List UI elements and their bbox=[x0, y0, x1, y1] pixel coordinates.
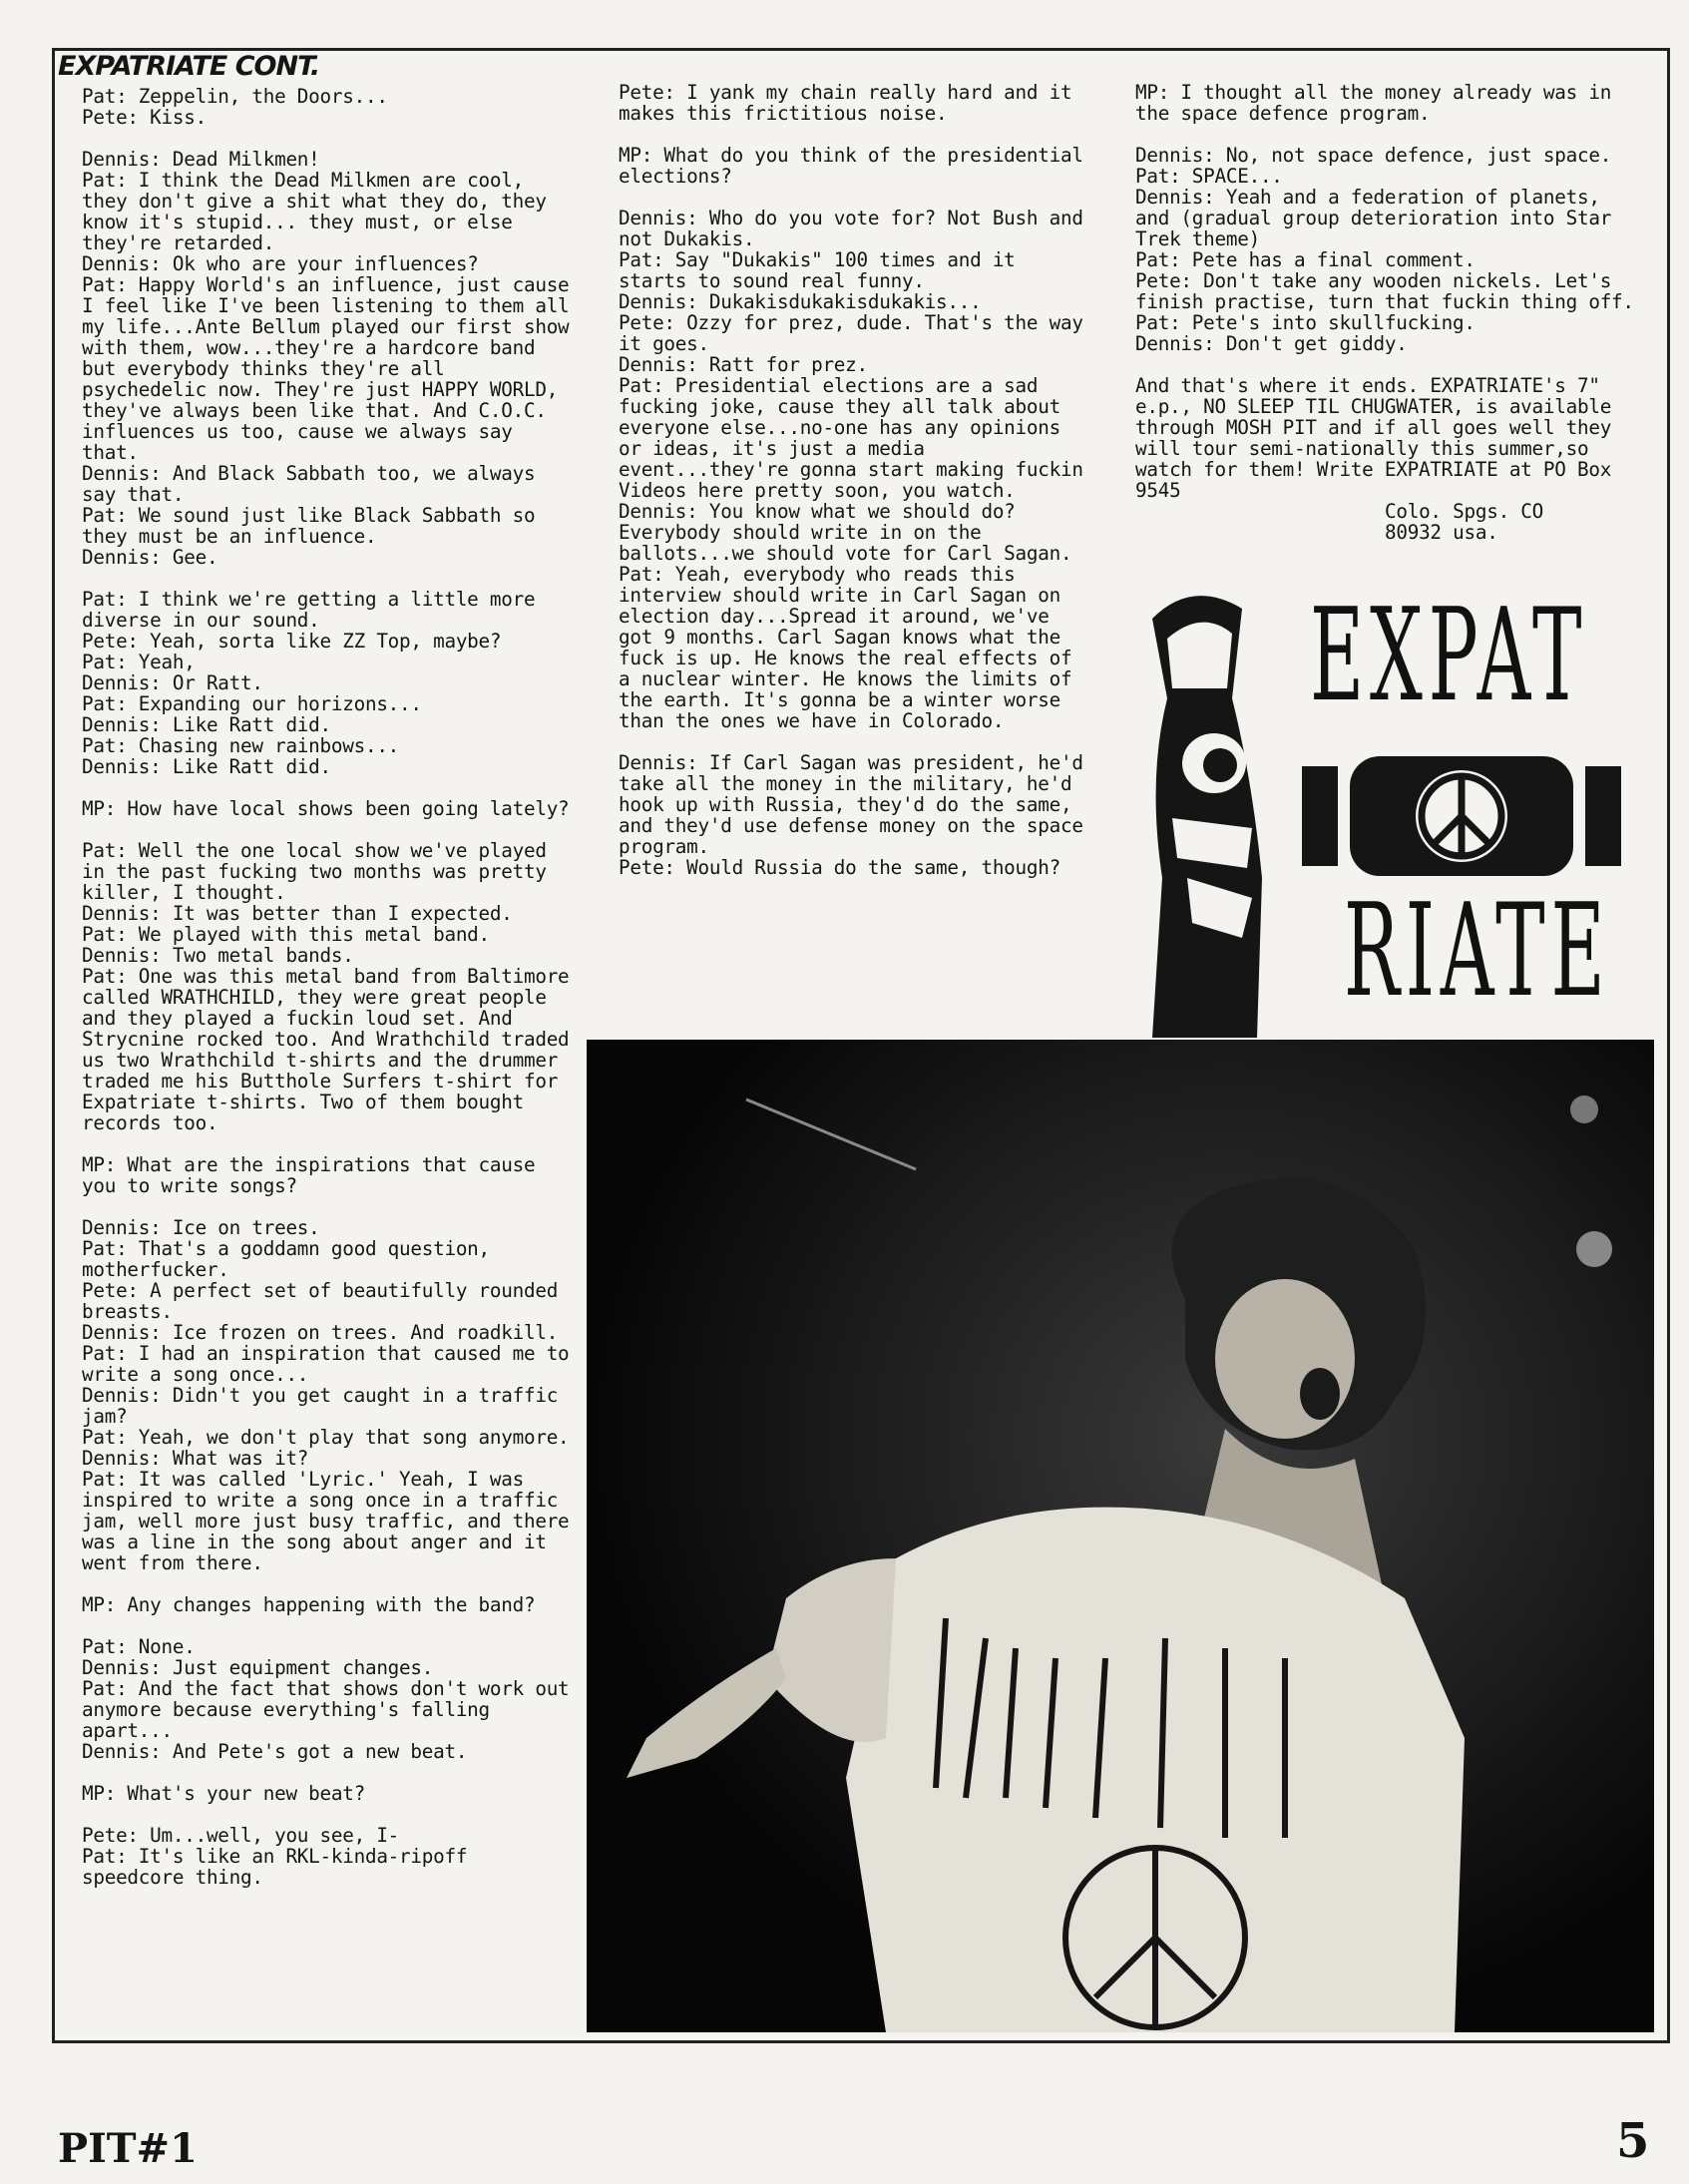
interview-line: Pat: It's like an RKL-kinda-ripoff speedcore thing. bbox=[82, 1845, 468, 1889]
interview-line: MP: What are the inspirations that cause you to write songs? bbox=[82, 1153, 536, 1197]
interview-line: Pat: Chasing new rainbows... bbox=[82, 734, 400, 757]
interview-line: Dennis: No, not space defence, just space. bbox=[1135, 144, 1612, 167]
interview-line: Pat: And the fact that shows don't work out anymore because everything's falling apart... bbox=[82, 1677, 570, 1742]
interview-line: Pete: Don't take any wooden nickels. Let's finish practise, turn that fuckin thing off. bbox=[1135, 269, 1634, 313]
column-body bbox=[619, 82, 1087, 878]
issue-label: PIT#1 bbox=[58, 2125, 198, 2172]
address-line-1: Colo. Spgs. CO bbox=[1385, 500, 1544, 523]
interview-line: Dennis: Didn't you get caught in a traffic jam? bbox=[82, 1384, 559, 1428]
logo-word-top: EXPAT bbox=[1310, 582, 1588, 730]
interview-line: Dennis: If Carl Sagan was president, he'd take all the money in the military, he'd hook up with Russia, they'd do the same, and they'd use defense money on the space program. bbox=[619, 751, 1083, 858]
interview-line: Dennis: Ratt for prez. bbox=[619, 353, 868, 376]
interview-line: Dennis: Dukakisdukakisdukakis... bbox=[619, 290, 982, 313]
page-number: 5 bbox=[1616, 2113, 1650, 2169]
interview-line: Dennis: You know what we should do? Everybody should write in on the ballots...we should vote for Carl Sagan. bbox=[619, 500, 1072, 565]
column-body bbox=[1135, 82, 1634, 354]
interview-line: MP: I thought all the money already was in the space defence program. bbox=[1135, 81, 1612, 125]
interview-line: Dennis: What was it? bbox=[82, 1447, 309, 1470]
line-gap bbox=[82, 1196, 576, 1217]
line-gap bbox=[82, 1762, 576, 1783]
interview-line: MP: What do you think of the presidential elections? bbox=[619, 144, 1083, 188]
interview-line: Pat: Happy World's an influence, just cause I feel like I've been listening to them all my life...Ante Bellum played our first show with them, wow...they're a hardcore band but everybody thinks they're all psychedelic now. They're just HAPPY WORLD, they've always been like that. And C.O.C. influences us too, cause we always say that. bbox=[82, 273, 570, 464]
interview-line: Pat: We sound just like Black Sabbath so they must be an influence. bbox=[82, 504, 536, 548]
line-gap bbox=[619, 187, 1087, 208]
peace-symbol-icon bbox=[1302, 756, 1621, 876]
interview-line: Pat: Yeah, we don't play that song anymore. bbox=[82, 1426, 570, 1449]
interview-line: Pat: One was this metal band from Baltimore called WRATHCHILD, they were great people and they played a fuckin loud set. And Strycnine rocked too. And Wrathchild traded us two Wrathchild t-shirts and the drummer traded me his Butthole Surfers t-shirt for Expatriate t-shirts. Two of them bought records too. bbox=[82, 965, 570, 1134]
interview-line: Dennis: Like Ratt did. bbox=[82, 755, 331, 778]
interview-line: Pat: It was called 'Lyric.' Yeah, I was inspired to write a song once in a traffic jam, well more just busy traffic, and there was a line in the song about anger and it went from there. bbox=[82, 1468, 570, 1574]
interview-line: Pete: Ozzy for prez, dude. That's the way it goes. bbox=[619, 311, 1083, 355]
singer-photo-image bbox=[587, 1040, 1654, 2032]
address-line-2: 80932 usa. bbox=[1385, 521, 1498, 544]
interview-line: Dennis: Dead Milkmen! bbox=[82, 148, 320, 171]
interview-line: Pete: Kiss. bbox=[82, 106, 207, 129]
interview-line: Pat: Pete has a final comment. bbox=[1135, 248, 1476, 271]
interview-line: Pat: Well the one local show we've played in the past fucking two months was pretty killer, I thought. bbox=[82, 839, 547, 904]
interview-line: Pete: Yeah, sorta like ZZ Top, maybe? bbox=[82, 630, 502, 653]
interview-line: Dennis: Yeah and a federation of planets, and (gradual group deterioration into Star Trek theme) bbox=[1135, 186, 1612, 250]
interview-line: Dennis: Ice frozen on trees. And roadkill. bbox=[82, 1321, 559, 1344]
interview-line: Dennis: Like Ratt did. bbox=[82, 713, 331, 736]
interview-line: Dennis: Ok who are your influences? bbox=[82, 252, 479, 275]
line-gap bbox=[1135, 124, 1634, 145]
interview-line: Pat: SPACE... bbox=[1135, 165, 1283, 188]
interview-line: Dennis: Don't get giddy. bbox=[1135, 332, 1408, 355]
interview-line: Pat: We played with this metal band. bbox=[82, 923, 490, 946]
line-gap bbox=[619, 124, 1087, 145]
interview-line: Dennis: And Pete's got a new beat. bbox=[82, 1740, 468, 1763]
closing-note: And that's where it ends. EXPATRIATE's 7" e.p., NO SLEEP TIL CHUGWATER, is available through MOSH PIT and if all goes well they will tour semi-nationally this summer,so watch for them! Write EXPATRIATE at PO Box 9545 bbox=[1135, 374, 1612, 502]
interview-line: Pat: None. bbox=[82, 1635, 196, 1658]
interview-line: Pat: Pete's into skullfucking. bbox=[1135, 311, 1476, 334]
column-right bbox=[1135, 82, 1634, 543]
line-gap bbox=[82, 819, 576, 840]
interview-line: Pat: I think the Dead Milkmen are cool, they don't give a shit what they do, they know it's stupid... they must, or else they're retarded. bbox=[82, 169, 547, 254]
interview-line: Pat: Yeah, bbox=[82, 651, 196, 673]
line-gap bbox=[82, 1133, 576, 1154]
section-heading: EXPATRIATE CONT. bbox=[58, 51, 320, 82]
line-gap bbox=[82, 1573, 576, 1594]
interview-line: Pete: Um...well, you see, I- bbox=[82, 1824, 400, 1847]
line-gap bbox=[82, 777, 576, 798]
interview-line: Dennis: Gee. bbox=[82, 546, 218, 569]
interview-line: Pat: That's a goddamn good question, motherfucker. bbox=[82, 1237, 490, 1281]
interview-line: Dennis: And Black Sabbath too, we always say that. bbox=[82, 462, 536, 506]
interview-line: Pete: I yank my chain really hard and it makes this frictitious noise. bbox=[619, 81, 1072, 125]
band-photo bbox=[587, 1040, 1654, 2032]
interview-line: MP: Any changes happening with the band? bbox=[82, 1593, 536, 1616]
interview-line: Dennis: Or Ratt. bbox=[82, 671, 263, 694]
interview-line: Dennis: Just equipment changes. bbox=[82, 1656, 434, 1679]
interview-line: MP: What's your new beat? bbox=[82, 1782, 365, 1805]
column-left bbox=[58, 51, 576, 1889]
interview-line: Pat: I think we're getting a little more diverse in our sound. bbox=[82, 588, 536, 632]
column-middle bbox=[619, 82, 1087, 878]
interview-line: Pat: I had an inspiration that caused me to write a song once... bbox=[82, 1342, 570, 1386]
line-gap bbox=[82, 568, 576, 589]
interview-line: Pat: Say "Dukakis" 100 times and it starts to sound real funny. bbox=[619, 248, 1016, 292]
interview-line: Pat: Yeah, everybody who reads this interview should write in Carl Sagan on election day...Spread it around, we've got 9 months. Carl Sagan knows what the fuck is up. He knows the real effects of a nuclear winter. He knows the limits of the earth. It's gonna be a winter worse than the ones we have in Colorado. bbox=[619, 563, 1072, 732]
band-logo bbox=[1132, 579, 1631, 1038]
line-gap bbox=[82, 1615, 576, 1636]
line-gap bbox=[619, 731, 1087, 752]
interview-line: Pete: Would Russia do the same, though? bbox=[619, 856, 1060, 879]
interview-line: Dennis: Who do you vote for? Not Bush and not Dukakis. bbox=[619, 207, 1083, 250]
interview-line: Pat: Presidential elections are a sad fucking joke, cause they all talk about everyone else...no-one has any opinions or ideas, it's just a media event...they're gonna start making fuckin Videos here pretty soon, you watch. bbox=[619, 374, 1083, 502]
interview-line: Pat: Expanding our horizons... bbox=[82, 692, 422, 715]
interview-line: Dennis: Ice on trees. bbox=[82, 1216, 320, 1239]
interview-line: Pete: A perfect set of beautifully rounded breasts. bbox=[82, 1279, 559, 1323]
logo-word-bottom: RIATE bbox=[1344, 877, 1611, 1026]
interview-line: Dennis: It was better than I expected. bbox=[82, 902, 513, 925]
interview-line: Dennis: Two metal bands. bbox=[82, 944, 354, 967]
line-gap bbox=[82, 1804, 576, 1825]
interview-line: MP: How have local shows been going lately? bbox=[82, 797, 570, 820]
line-gap bbox=[82, 128, 576, 149]
column-body bbox=[82, 86, 576, 1888]
interview-line: Pat: Zeppelin, the Doors... bbox=[82, 85, 388, 108]
totem-pole-icon bbox=[1132, 579, 1282, 1038]
